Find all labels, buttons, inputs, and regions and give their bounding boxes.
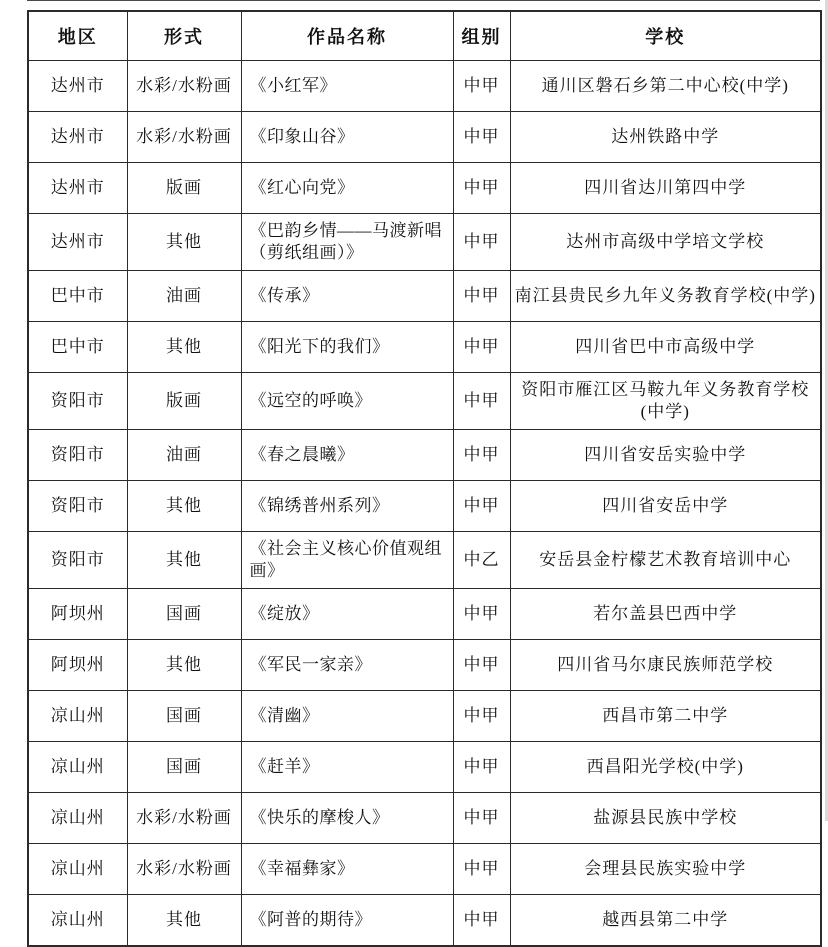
header-cell-form: 形式 bbox=[127, 11, 241, 61]
cell-title: 《军民一家亲》 bbox=[241, 640, 453, 691]
cell-group: 中甲 bbox=[453, 742, 510, 793]
cell-title: 《绽放》 bbox=[241, 589, 453, 640]
cell-title: 《红心向党》 bbox=[241, 163, 453, 214]
cell-title: 《幸福彝家》 bbox=[241, 844, 453, 895]
cell-school: 越西县第二中学 bbox=[510, 895, 821, 947]
table-row bbox=[28, 430, 821, 481]
cell-form: 其他 bbox=[127, 532, 241, 589]
cell-form: 国画 bbox=[127, 691, 241, 742]
table-row bbox=[28, 112, 821, 163]
table-row bbox=[28, 322, 821, 373]
table-row bbox=[28, 61, 821, 112]
cell-form: 版画 bbox=[127, 163, 241, 214]
cell-region: 凉山州 bbox=[28, 691, 127, 742]
cell-group: 中甲 bbox=[453, 163, 510, 214]
cell-school: 通川区磐石乡第二中心校(中学) bbox=[510, 61, 821, 112]
cell-form: 其他 bbox=[127, 640, 241, 691]
cell-title: 《社会主义核心价值观组画》 bbox=[241, 532, 453, 589]
header-cell-school: 学校 bbox=[510, 11, 821, 61]
cell-region: 达州市 bbox=[28, 61, 127, 112]
cell-group: 中甲 bbox=[453, 271, 510, 322]
table-row bbox=[28, 793, 821, 844]
cell-region: 达州市 bbox=[28, 112, 127, 163]
cell-group: 中甲 bbox=[453, 895, 510, 947]
cell-title: 《阿普的期待》 bbox=[241, 895, 453, 947]
cell-group: 中甲 bbox=[453, 793, 510, 844]
cell-school: 四川省安岳实验中学 bbox=[510, 430, 821, 481]
table-row bbox=[28, 742, 821, 793]
cell-group: 中甲 bbox=[453, 844, 510, 895]
table-row bbox=[28, 640, 821, 691]
table-row bbox=[28, 532, 821, 589]
cell-form: 油画 bbox=[127, 430, 241, 481]
cell-school: 盐源县民族中学校 bbox=[510, 793, 821, 844]
cell-region: 凉山州 bbox=[28, 895, 127, 947]
cell-school: 四川省马尔康民族师范学校 bbox=[510, 640, 821, 691]
cell-group: 中甲 bbox=[453, 430, 510, 481]
cell-title: 《小红军》 bbox=[241, 61, 453, 112]
cell-title: 《清幽》 bbox=[241, 691, 453, 742]
cell-region: 凉山州 bbox=[28, 844, 127, 895]
cell-region: 巴中市 bbox=[28, 322, 127, 373]
cell-title: 《传承》 bbox=[241, 271, 453, 322]
header-row bbox=[28, 11, 821, 61]
cell-group: 中甲 bbox=[453, 481, 510, 532]
awards-table bbox=[27, 10, 822, 947]
cell-region: 巴中市 bbox=[28, 271, 127, 322]
table-row bbox=[28, 373, 821, 430]
cell-form: 国画 bbox=[127, 742, 241, 793]
cell-region: 资阳市 bbox=[28, 532, 127, 589]
cell-group: 中甲 bbox=[453, 322, 510, 373]
cell-school: 若尔盖县巴西中学 bbox=[510, 589, 821, 640]
cell-form: 其他 bbox=[127, 322, 241, 373]
cell-school: 达州市高级中学培文学校 bbox=[510, 214, 821, 271]
cell-form: 水彩/水粉画 bbox=[127, 844, 241, 895]
header-cell-region: 地区 bbox=[28, 11, 127, 61]
cell-group: 中甲 bbox=[453, 214, 510, 271]
table-row bbox=[28, 691, 821, 742]
cell-region: 阿坝州 bbox=[28, 640, 127, 691]
cell-school: 达州铁路中学 bbox=[510, 112, 821, 163]
cell-group: 中甲 bbox=[453, 61, 510, 112]
cell-form: 其他 bbox=[127, 481, 241, 532]
cell-title: 《锦绣普州系列》 bbox=[241, 481, 453, 532]
cell-form: 水彩/水粉画 bbox=[127, 112, 241, 163]
cell-school: 四川省安岳中学 bbox=[510, 481, 821, 532]
cell-title: 《印象山谷》 bbox=[241, 112, 453, 163]
table-row bbox=[28, 163, 821, 214]
cell-title: 《快乐的摩梭人》 bbox=[241, 793, 453, 844]
cell-region: 资阳市 bbox=[28, 481, 127, 532]
table-row bbox=[28, 589, 821, 640]
cell-title: 《春之晨曦》 bbox=[241, 430, 453, 481]
table-row bbox=[28, 214, 821, 271]
table-row bbox=[28, 481, 821, 532]
table-row bbox=[28, 895, 821, 947]
cell-school: 西昌阳光学校(中学) bbox=[510, 742, 821, 793]
cell-form: 其他 bbox=[127, 895, 241, 947]
cell-school: 四川省达川第四中学 bbox=[510, 163, 821, 214]
cell-region: 资阳市 bbox=[28, 430, 127, 481]
cell-school: 安岳县金柠檬艺术教育培训中心 bbox=[510, 532, 821, 589]
cell-title: 《阳光下的我们》 bbox=[241, 322, 453, 373]
cell-school: 资阳市雁江区马鞍九年义务教育学校(中学) bbox=[510, 373, 821, 430]
cell-group: 中甲 bbox=[453, 691, 510, 742]
cell-title: 《巴韵乡情——马渡新唱（剪纸组画）》 bbox=[241, 214, 453, 271]
top-remnant-line bbox=[27, 0, 820, 1]
header-cell-title: 作品名称 bbox=[241, 11, 453, 61]
cell-form: 国画 bbox=[127, 589, 241, 640]
table-row bbox=[28, 844, 821, 895]
cell-region: 阿坝州 bbox=[28, 589, 127, 640]
cell-region: 达州市 bbox=[28, 163, 127, 214]
cell-form: 水彩/水粉画 bbox=[127, 793, 241, 844]
cell-region: 达州市 bbox=[28, 214, 127, 271]
cell-form: 其他 bbox=[127, 214, 241, 271]
cell-group: 中乙 bbox=[453, 532, 510, 589]
cell-group: 中甲 bbox=[453, 589, 510, 640]
cell-title: 《赶羊》 bbox=[241, 742, 453, 793]
cell-form: 版画 bbox=[127, 373, 241, 430]
cell-school: 西昌市第二中学 bbox=[510, 691, 821, 742]
cell-region: 凉山州 bbox=[28, 742, 127, 793]
cell-group: 中甲 bbox=[453, 373, 510, 430]
cell-region: 资阳市 bbox=[28, 373, 127, 430]
header-cell-group: 组别 bbox=[453, 11, 510, 61]
cell-group: 中甲 bbox=[453, 112, 510, 163]
cell-region: 凉山州 bbox=[28, 793, 127, 844]
table-row bbox=[28, 271, 821, 322]
cell-school: 会理县民族实验中学 bbox=[510, 844, 821, 895]
cell-form: 油画 bbox=[127, 271, 241, 322]
table-header bbox=[28, 11, 821, 61]
cell-title: 《远空的呼唤》 bbox=[241, 373, 453, 430]
cell-form: 水彩/水粉画 bbox=[127, 61, 241, 112]
table-body bbox=[28, 61, 821, 947]
cell-school: 四川省巴中市高级中学 bbox=[510, 322, 821, 373]
cell-group: 中甲 bbox=[453, 640, 510, 691]
cell-school: 南江县贵民乡九年义务教育学校(中学) bbox=[510, 271, 821, 322]
